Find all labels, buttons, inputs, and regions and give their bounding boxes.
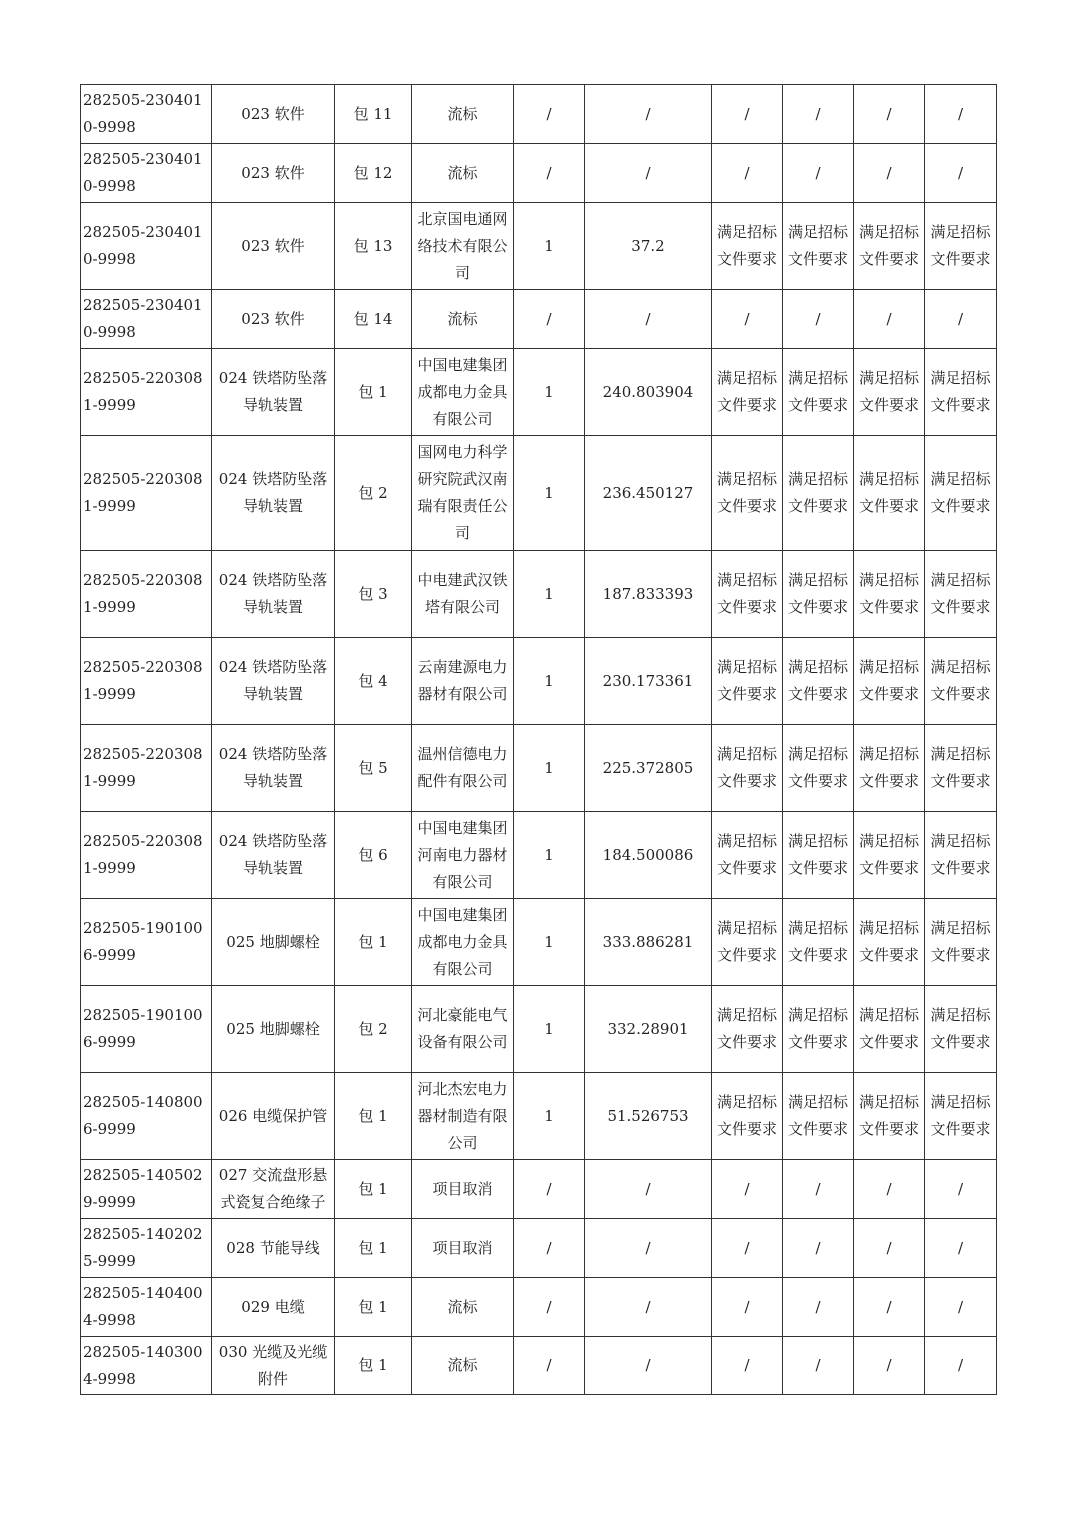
cell-review-1: / [712, 85, 783, 144]
cell-code: 282505-2203081-9999 [81, 349, 212, 436]
cell-winner: 中国电建集团河南电力器材有限公司 [412, 812, 514, 899]
cell-code: 282505-1901006-9999 [81, 986, 212, 1073]
cell-package: 包 2 [335, 986, 412, 1073]
cell-item: 024 铁塔防坠落导轨装置 [212, 725, 335, 812]
cell-item: 026 电缆保护管 [212, 1073, 335, 1160]
cell-item: 024 铁塔防坠落导轨装置 [212, 436, 335, 551]
cell-code: 282505-1404004-9998 [81, 1278, 212, 1337]
table-row [81, 144, 997, 203]
table-row [81, 1073, 997, 1160]
cell-code: 282505-2304010-9998 [81, 290, 212, 349]
cell-review-4: / [925, 290, 997, 349]
cell-code: 282505-2304010-9998 [81, 203, 212, 290]
cell-quantity: 1 [514, 203, 585, 290]
cell-package: 包 5 [335, 725, 412, 812]
table-row [81, 1337, 997, 1395]
cell-code: 282505-2203081-9999 [81, 725, 212, 812]
table-row [81, 1219, 997, 1278]
cell-winner: 流标 [412, 1337, 514, 1395]
cell-review-1: / [712, 1219, 783, 1278]
cell-price: / [585, 1160, 712, 1219]
cell-price: / [585, 1219, 712, 1278]
table-row [81, 436, 997, 551]
cell-package: 包 1 [335, 349, 412, 436]
table-row [81, 1160, 997, 1219]
cell-review-3: 满足招标文件要求 [854, 638, 925, 725]
cell-review-3: 满足招标文件要求 [854, 986, 925, 1073]
cell-review-1: 满足招标文件要求 [712, 725, 783, 812]
cell-review-2: / [783, 1278, 854, 1337]
cell-review-1: / [712, 1160, 783, 1219]
cell-review-1: 满足招标文件要求 [712, 812, 783, 899]
cell-review-3: 满足招标文件要求 [854, 436, 925, 551]
cell-review-2: 满足招标文件要求 [783, 638, 854, 725]
cell-review-4: 满足招标文件要求 [925, 203, 997, 290]
cell-review-2: 满足招标文件要求 [783, 1073, 854, 1160]
cell-price: / [585, 290, 712, 349]
cell-price: / [585, 85, 712, 144]
cell-price: 333.886281 [585, 899, 712, 986]
cell-quantity: 1 [514, 812, 585, 899]
cell-review-1: 满足招标文件要求 [712, 1073, 783, 1160]
cell-review-1: 满足招标文件要求 [712, 436, 783, 551]
cell-review-2: 满足招标文件要求 [783, 812, 854, 899]
cell-winner: 流标 [412, 144, 514, 203]
cell-code: 282505-2203081-9999 [81, 812, 212, 899]
cell-review-2: 满足招标文件要求 [783, 436, 854, 551]
cell-quantity: / [514, 1337, 585, 1395]
cell-quantity: 1 [514, 1073, 585, 1160]
cell-quantity: 1 [514, 725, 585, 812]
table-row [81, 986, 997, 1073]
cell-item: 024 铁塔防坠落导轨装置 [212, 638, 335, 725]
cell-review-2: 满足招标文件要求 [783, 986, 854, 1073]
cell-price: 184.500086 [585, 812, 712, 899]
cell-review-2: 满足招标文件要求 [783, 551, 854, 638]
cell-item: 023 软件 [212, 144, 335, 203]
cell-code: 282505-2304010-9998 [81, 144, 212, 203]
table-row [81, 349, 997, 436]
cell-review-4: / [925, 1160, 997, 1219]
cell-review-3: / [854, 85, 925, 144]
cell-package: 包 12 [335, 144, 412, 203]
cell-review-4: 满足招标文件要求 [925, 812, 997, 899]
cell-review-4: 满足招标文件要求 [925, 638, 997, 725]
cell-review-3: / [854, 1219, 925, 1278]
cell-review-4: / [925, 1219, 997, 1278]
cell-item: 025 地脚螺栓 [212, 986, 335, 1073]
cell-package: 包 3 [335, 551, 412, 638]
cell-review-2: 满足招标文件要求 [783, 349, 854, 436]
cell-item: 023 软件 [212, 203, 335, 290]
cell-review-4: 满足招标文件要求 [925, 436, 997, 551]
cell-review-4: 满足招标文件要求 [925, 986, 997, 1073]
cell-package: 包 13 [335, 203, 412, 290]
cell-winner: 云南建源电力器材有限公司 [412, 638, 514, 725]
cell-quantity: 1 [514, 638, 585, 725]
cell-review-1: 满足招标文件要求 [712, 203, 783, 290]
cell-price: / [585, 1337, 712, 1395]
cell-quantity: / [514, 85, 585, 144]
cell-item: 028 节能导线 [212, 1219, 335, 1278]
cell-winner: 项目取消 [412, 1219, 514, 1278]
cell-code: 282505-1403004-9998 [81, 1337, 212, 1395]
cell-item: 025 地脚螺栓 [212, 899, 335, 986]
cell-package: 包 1 [335, 899, 412, 986]
cell-review-3: / [854, 144, 925, 203]
cell-winner: 国网电力科学研究院武汉南瑞有限责任公司 [412, 436, 514, 551]
cell-price: 187.833393 [585, 551, 712, 638]
cell-winner: 流标 [412, 85, 514, 144]
cell-review-4: 满足招标文件要求 [925, 551, 997, 638]
cell-item: 024 铁塔防坠落导轨装置 [212, 551, 335, 638]
table-row [81, 203, 997, 290]
cell-review-3: 满足招标文件要求 [854, 725, 925, 812]
cell-review-4: 满足招标文件要求 [925, 349, 997, 436]
cell-quantity: 1 [514, 436, 585, 551]
cell-review-4: / [925, 144, 997, 203]
cell-price: 236.450127 [585, 436, 712, 551]
table-row [81, 638, 997, 725]
cell-package: 包 2 [335, 436, 412, 551]
cell-package: 包 6 [335, 812, 412, 899]
cell-review-3: 满足招标文件要求 [854, 812, 925, 899]
cell-package: 包 1 [335, 1073, 412, 1160]
cell-price: / [585, 144, 712, 203]
table-row [81, 812, 997, 899]
cell-review-2: / [783, 1337, 854, 1395]
cell-review-3: 满足招标文件要求 [854, 1073, 925, 1160]
cell-quantity: 1 [514, 551, 585, 638]
table-row [81, 551, 997, 638]
cell-code: 282505-2203081-9999 [81, 436, 212, 551]
cell-code: 282505-1901006-9999 [81, 899, 212, 986]
cell-review-2: / [783, 144, 854, 203]
cell-winner: 河北豪能电气设备有限公司 [412, 986, 514, 1073]
cell-review-2: 满足招标文件要求 [783, 725, 854, 812]
cell-review-3: / [854, 1337, 925, 1395]
cell-item: 027 交流盘形悬式瓷复合绝缘子 [212, 1160, 335, 1219]
cell-review-2: 满足招标文件要求 [783, 899, 854, 986]
cell-winner: 中电建武汉铁塔有限公司 [412, 551, 514, 638]
cell-price: 240.803904 [585, 349, 712, 436]
cell-review-1: 满足招标文件要求 [712, 986, 783, 1073]
cell-package: 包 1 [335, 1278, 412, 1337]
cell-code: 282505-2203081-9999 [81, 551, 212, 638]
cell-review-1: / [712, 1337, 783, 1395]
cell-review-2: / [783, 1219, 854, 1278]
cell-review-4: 满足招标文件要求 [925, 1073, 997, 1160]
cell-review-1: 满足招标文件要求 [712, 349, 783, 436]
cell-quantity: / [514, 1160, 585, 1219]
cell-review-1: 满足招标文件要求 [712, 551, 783, 638]
cell-review-1: 满足招标文件要求 [712, 638, 783, 725]
cell-quantity: 1 [514, 986, 585, 1073]
cell-quantity: 1 [514, 899, 585, 986]
cell-review-4: / [925, 1337, 997, 1395]
cell-review-2: / [783, 290, 854, 349]
cell-price: 230.173361 [585, 638, 712, 725]
cell-winner: 流标 [412, 290, 514, 349]
cell-package: 包 11 [335, 85, 412, 144]
cell-price: 332.28901 [585, 986, 712, 1073]
cell-quantity: / [514, 290, 585, 349]
cell-package: 包 14 [335, 290, 412, 349]
cell-quantity: / [514, 1219, 585, 1278]
cell-winner: 项目取消 [412, 1160, 514, 1219]
table-row [81, 290, 997, 349]
cell-winner: 温州信德电力配件有限公司 [412, 725, 514, 812]
cell-code: 282505-1408006-9999 [81, 1073, 212, 1160]
cell-review-1: 满足招标文件要求 [712, 899, 783, 986]
cell-review-1: / [712, 144, 783, 203]
cell-price: / [585, 1278, 712, 1337]
cell-review-3: / [854, 1160, 925, 1219]
cell-review-3: 满足招标文件要求 [854, 551, 925, 638]
cell-code: 282505-2203081-9999 [81, 638, 212, 725]
table-row [81, 85, 997, 144]
cell-package: 包 1 [335, 1160, 412, 1219]
table-body [81, 85, 997, 1395]
cell-item: 023 软件 [212, 85, 335, 144]
cell-quantity: 1 [514, 349, 585, 436]
cell-code: 282505-1405029-9999 [81, 1160, 212, 1219]
cell-quantity: / [514, 144, 585, 203]
cell-package: 包 4 [335, 638, 412, 725]
cell-review-3: / [854, 1278, 925, 1337]
cell-review-2: 满足招标文件要求 [783, 203, 854, 290]
cell-winner: 北京国电通网络技术有限公司 [412, 203, 514, 290]
cell-package: 包 1 [335, 1219, 412, 1278]
cell-quantity: / [514, 1278, 585, 1337]
cell-review-4: 满足招标文件要求 [925, 899, 997, 986]
cell-review-1: / [712, 1278, 783, 1337]
cell-item: 023 软件 [212, 290, 335, 349]
cell-review-4: / [925, 1278, 997, 1337]
cell-review-3: 满足招标文件要求 [854, 899, 925, 986]
cell-price: 51.526753 [585, 1073, 712, 1160]
cell-code: 282505-1402025-9999 [81, 1219, 212, 1278]
cell-review-4: 满足招标文件要求 [925, 725, 997, 812]
cell-winner: 中国电建集团成都电力金具有限公司 [412, 349, 514, 436]
cell-review-3: 满足招标文件要求 [854, 203, 925, 290]
cell-price: 37.2 [585, 203, 712, 290]
cell-winner: 河北杰宏电力器材制造有限公司 [412, 1073, 514, 1160]
cell-review-2: / [783, 85, 854, 144]
cell-package: 包 1 [335, 1337, 412, 1395]
cell-winner: 流标 [412, 1278, 514, 1337]
cell-review-1: / [712, 290, 783, 349]
cell-code: 282505-2304010-9998 [81, 85, 212, 144]
cell-winner: 中国电建集团成都电力金具有限公司 [412, 899, 514, 986]
cell-price: 225.372805 [585, 725, 712, 812]
cell-review-3: 满足招标文件要求 [854, 349, 925, 436]
cell-review-2: / [783, 1160, 854, 1219]
table-row [81, 899, 997, 986]
cell-item: 030 光缆及光缆附件 [212, 1337, 335, 1395]
cell-item: 029 电缆 [212, 1278, 335, 1337]
table-row [81, 725, 997, 812]
cell-item: 024 铁塔防坠落导轨装置 [212, 349, 335, 436]
table-row [81, 1278, 997, 1337]
cell-review-3: / [854, 290, 925, 349]
cell-item: 024 铁塔防坠落导轨装置 [212, 812, 335, 899]
cell-review-4: / [925, 85, 997, 144]
award-results-table [80, 84, 997, 1395]
